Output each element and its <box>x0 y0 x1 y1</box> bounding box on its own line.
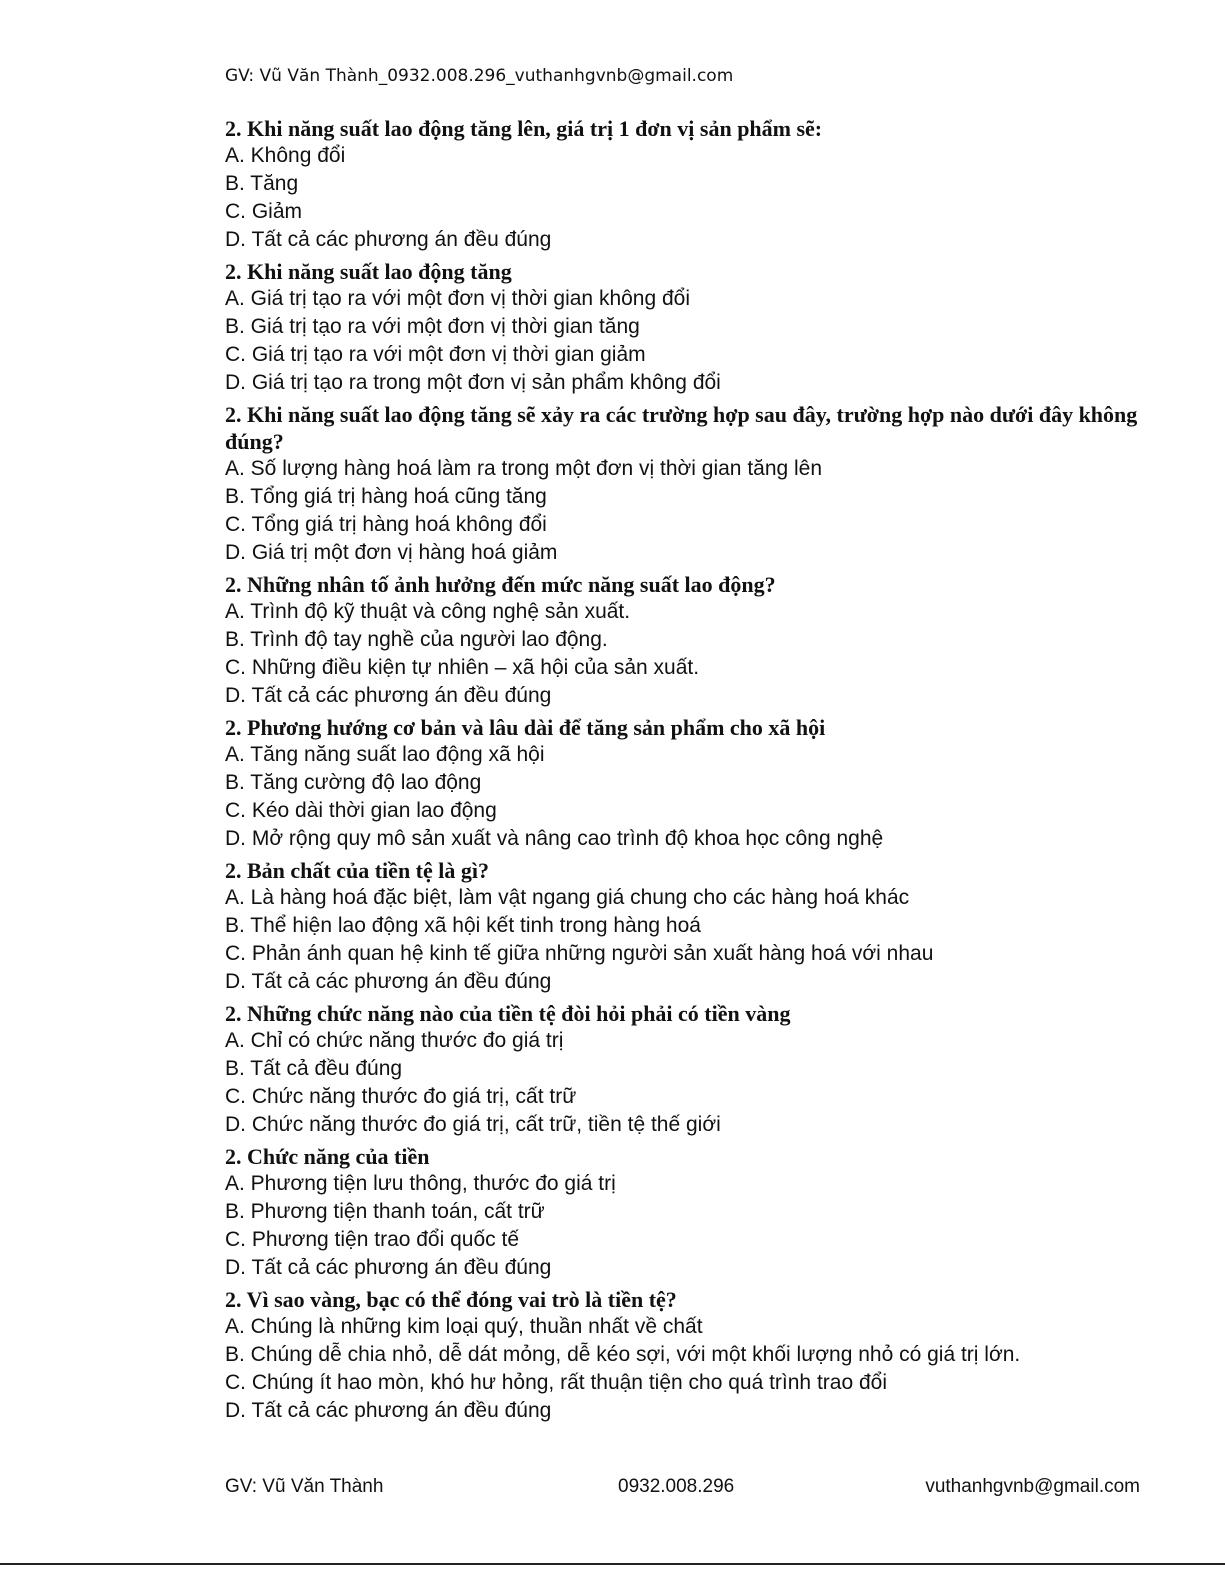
question-title: 2. Khi năng suất lao động tăng <box>225 259 512 284</box>
answer-option: C. Giá trị tạo ra với một đơn vị thời gian giảm <box>225 343 646 366</box>
answer-option: C. Phương tiện trao đổi quốc tế <box>225 1228 519 1251</box>
page-bottom-divider <box>0 1563 1225 1565</box>
footer-email: vuthanhgvnb@gmail.com <box>925 1476 1140 1497</box>
answer-option: C. Giảm <box>225 200 303 223</box>
question-title: 2. Những chức năng nào của tiền tệ đòi hỏi phải có tiền vàng <box>225 1001 791 1026</box>
answer-option: B. Chúng dễ chia nhỏ, dễ dát mỏng, dễ kéo sợi, với một khối lượng nhỏ có giá trị lớn. <box>225 1343 1021 1366</box>
answer-option: B. Tăng cường độ lao động <box>225 771 482 794</box>
question-title: 2. Phương hướng cơ bản và lâu dài để tăng sản phẩm cho xã hội <box>225 715 826 740</box>
answer-option: C. Tổng giá trị hàng hoá không đổi <box>225 513 547 536</box>
footer-phone: 0932.008.296 <box>618 1476 735 1497</box>
answer-option: D. Tất cả các phương án đều đúng <box>225 1399 552 1422</box>
answer-option: B. Tất cả đều đúng <box>225 1057 403 1080</box>
footer-author: GV: Vũ Văn Thành <box>225 1476 384 1497</box>
answer-option: C. Những điều kiện tự nhiên – xã hội của sản xuất. <box>225 656 700 679</box>
answer-option: D. Tất cả các phương án đều đúng <box>225 1256 552 1279</box>
question-list <box>225 115 1140 1425</box>
answer-option: D. Tất cả các phương án đều đúng <box>225 970 552 993</box>
question-title: 2. Vì sao vàng, bạc có thể đóng vai trò là tiền tệ? <box>225 1287 677 1312</box>
page-header: GV: Vũ Văn Thành_0932.008.296_vuthanhgvnb@gmail.com <box>225 66 734 86</box>
answer-option: A. Số lượng hàng hoá làm ra trong một đơn vị thời gian tăng lên <box>225 457 823 480</box>
answer-option: C. Chức năng thước đo giá trị, cất trữ <box>225 1085 577 1108</box>
answer-option: A. Là hàng hoá đặc biệt, làm vật ngang giá chung cho các hàng hoá khác <box>225 886 910 909</box>
answer-option: A. Phương tiện lưu thông, thước đo giá trị <box>225 1172 616 1195</box>
question-title: 2. Bản chất của tiền tệ là gì? <box>225 858 489 883</box>
answer-option: B. Thể hiện lao động xã hội kết tinh trong hàng hoá <box>225 914 701 937</box>
answer-option: D. Tất cả các phương án đều đúng <box>225 684 552 707</box>
answer-option: D. Giá trị một đơn vị hàng hoá giảm <box>225 541 558 564</box>
answer-option: A. Tăng năng suất lao động xã hội <box>225 743 545 766</box>
question-title: 2. Khi năng suất lao động tăng sẽ xảy ra các trường hợp sau đây, trường hợp nào dưới đây không đúng? <box>225 402 1138 454</box>
answer-option: B. Tăng <box>225 172 299 195</box>
answer-option: A. Không đổi <box>225 144 346 167</box>
question-title: 2. Những nhân tố ảnh hưởng đến mức năng suất lao động? <box>225 572 776 597</box>
answer-option: A. Trình độ kỹ thuật và công nghệ sản xuất. <box>225 600 631 623</box>
answer-option: A. Chỉ có chức năng thước đo giá trị <box>225 1029 564 1052</box>
answer-option: B. Phương tiện thanh toán, cất trữ <box>225 1200 545 1223</box>
answer-option: D. Giá trị tạo ra trong một đơn vị sản phẩm không đổi <box>225 371 721 394</box>
answer-option: D. Tất cả các phương án đều đúng <box>225 228 552 251</box>
answer-option: C. Chúng ít hao mòn, khó hư hỏng, rất thuận tiện cho quá trình trao đổi <box>225 1371 887 1394</box>
answer-option: A. Giá trị tạo ra với một đơn vị thời gian không đổi <box>225 287 691 310</box>
answer-option: D. Mở rộng quy mô sản xuất và nâng cao trình độ khoa học công nghệ <box>225 827 884 850</box>
page-footer <box>225 1476 1140 1498</box>
answer-option: C. Phản ánh quan hệ kinh tế giữa những người sản xuất hàng hoá với nhau <box>225 942 934 965</box>
answer-option: A. Chúng là những kim loại quý, thuần nhất về chất <box>225 1315 703 1338</box>
answer-option: C. Kéo dài thời gian lao động <box>225 799 497 822</box>
answer-option: B. Giá trị tạo ra với một đơn vị thời gian tăng <box>225 315 640 338</box>
answer-option: B. Tổng giá trị hàng hoá cũng tăng <box>225 485 547 508</box>
answer-option: D. Chức năng thước đo giá trị, cất trữ, tiền tệ thế giới <box>225 1113 721 1136</box>
question-title: 2. Khi năng suất lao động tăng lên, giá trị 1 đơn vị sản phẩm sẽ: <box>225 116 823 141</box>
answer-option: B. Trình độ tay nghề của người lao động. <box>225 628 608 651</box>
question-title: 2. Chức năng của tiền <box>225 1144 430 1169</box>
